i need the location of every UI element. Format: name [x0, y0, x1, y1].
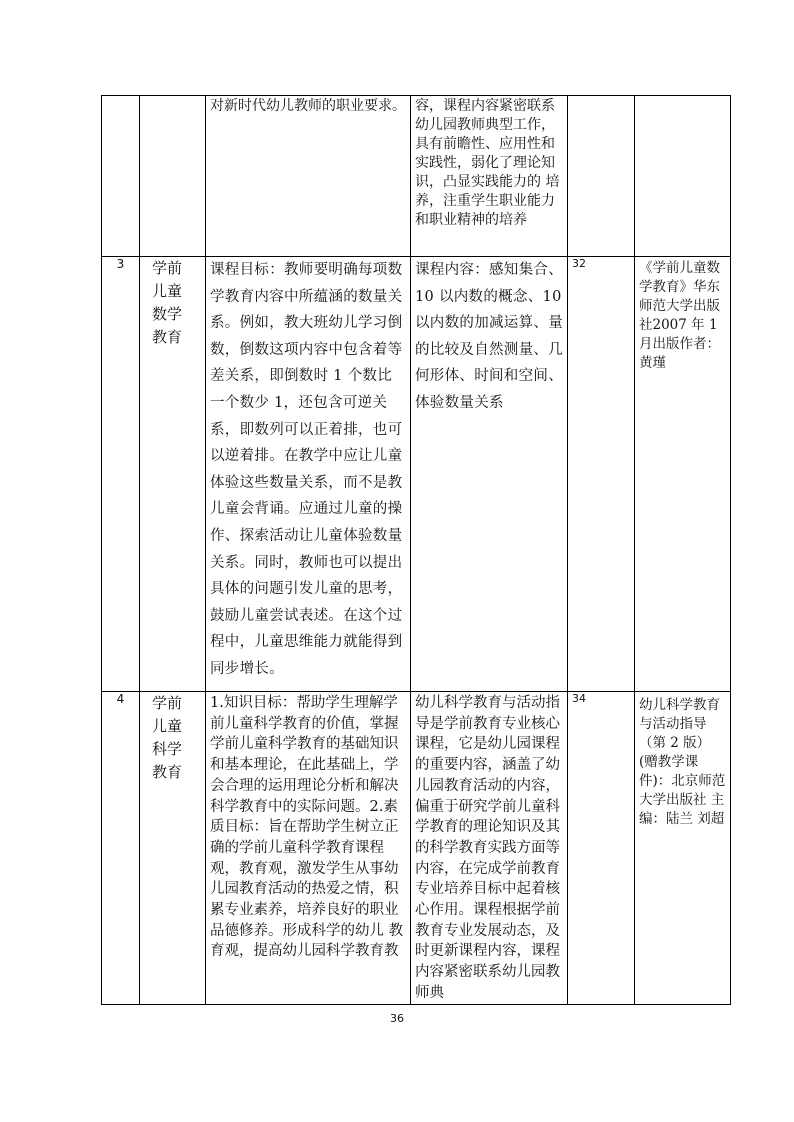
course-hours: 32 — [568, 257, 635, 692]
course-textbook: 幼儿科学教育与活动指导（第 2 版）(赠教学课件)：北京师范大学出版社 主编：陆兰 刘超 — [635, 692, 731, 1005]
course-name: 学前儿童数学教育 — [140, 257, 206, 692]
course-goal: 课程目标：教师要明确每项数学教育内容中所蕴涵的数量关系。例如，教大班幼儿学习倒数，倒数这项内容中包含着等差关系，即倒数时 1 个数比一个数少 1，还包含可逆关系，即数列可以正着排，也可以逆着排。在教学中应让儿童体验这些数量关系，而不是教儿童会背诵。应通过儿童的操作、探索活动让儿童体验数量关系。同时，教师也可以提出具体的问题引发儿童的思考，鼓励儿童尝试表述。在这个过程中，儿童思维能力就能得到同步增长。 — [206, 257, 411, 692]
course-content: 幼儿科学教育与活动指导是学前教育专业核心课程，它是幼儿园课程的重要内容，涵盖了幼儿园教育活动的内容，偏重于研究学前儿童科学教育的理论知识及其的科学教育实践方面等内容，在完成学前教育专业培养目标中起着核心作用。课程根据学前教育专业发展动态，及时更新课程内容，课程内容紧密联系幼儿园教师典 — [411, 692, 568, 1005]
course-goal: 对新时代幼儿教师的职业要求。 — [206, 96, 411, 257]
course-content: 容，课程内容紧密联系幼儿园教师典型工作，具有前瞻性、应用性和实践性，弱化了理论知识，凸显实践能力的 培养，注重学生职业能力和职业精神的培养 — [411, 96, 568, 257]
table-row — [102, 96, 731, 257]
course-number: 4 — [102, 692, 140, 1005]
course-name: 学前儿童科学教育 — [140, 692, 206, 1005]
course-content: 课程内容：感知集合、10 以内数的概念、10 以内数的加减运算、量的比较及自然测量、几何形体、时间和空间、体验数量关系 — [411, 257, 568, 692]
course-hours: 34 — [568, 692, 635, 1005]
curriculum-table — [101, 95, 731, 1005]
course-textbook: 《学前儿童数学教育》华东师范大学出版社2007 年 1 月出版作者：黄瑾 — [635, 257, 731, 692]
course-goal: 1.知识目标：帮助学生理解学前儿童科学教育的价值，掌握学前儿童科学教育的基础知识 和基本理论，在此基础上，学会合理的运用理论分析和解决科学教育中的实际问题。2.素质目标：旨在帮助学生树立正确的学前儿童科学教育课程观，教育观，激发学生从事幼儿园教育活动的热爱之情，积累专业素养，培养良好的职业品德修养。形成科学的幼儿 教育观，提高幼儿园科学教育教 — [206, 692, 411, 1005]
page-number: 36 — [390, 1012, 404, 1025]
table-row — [102, 692, 731, 1005]
course-hours — [568, 96, 635, 257]
course-number: 3 — [102, 257, 140, 692]
course-name — [140, 96, 206, 257]
table-row — [102, 257, 731, 692]
course-number — [102, 96, 140, 257]
course-textbook — [635, 96, 731, 257]
